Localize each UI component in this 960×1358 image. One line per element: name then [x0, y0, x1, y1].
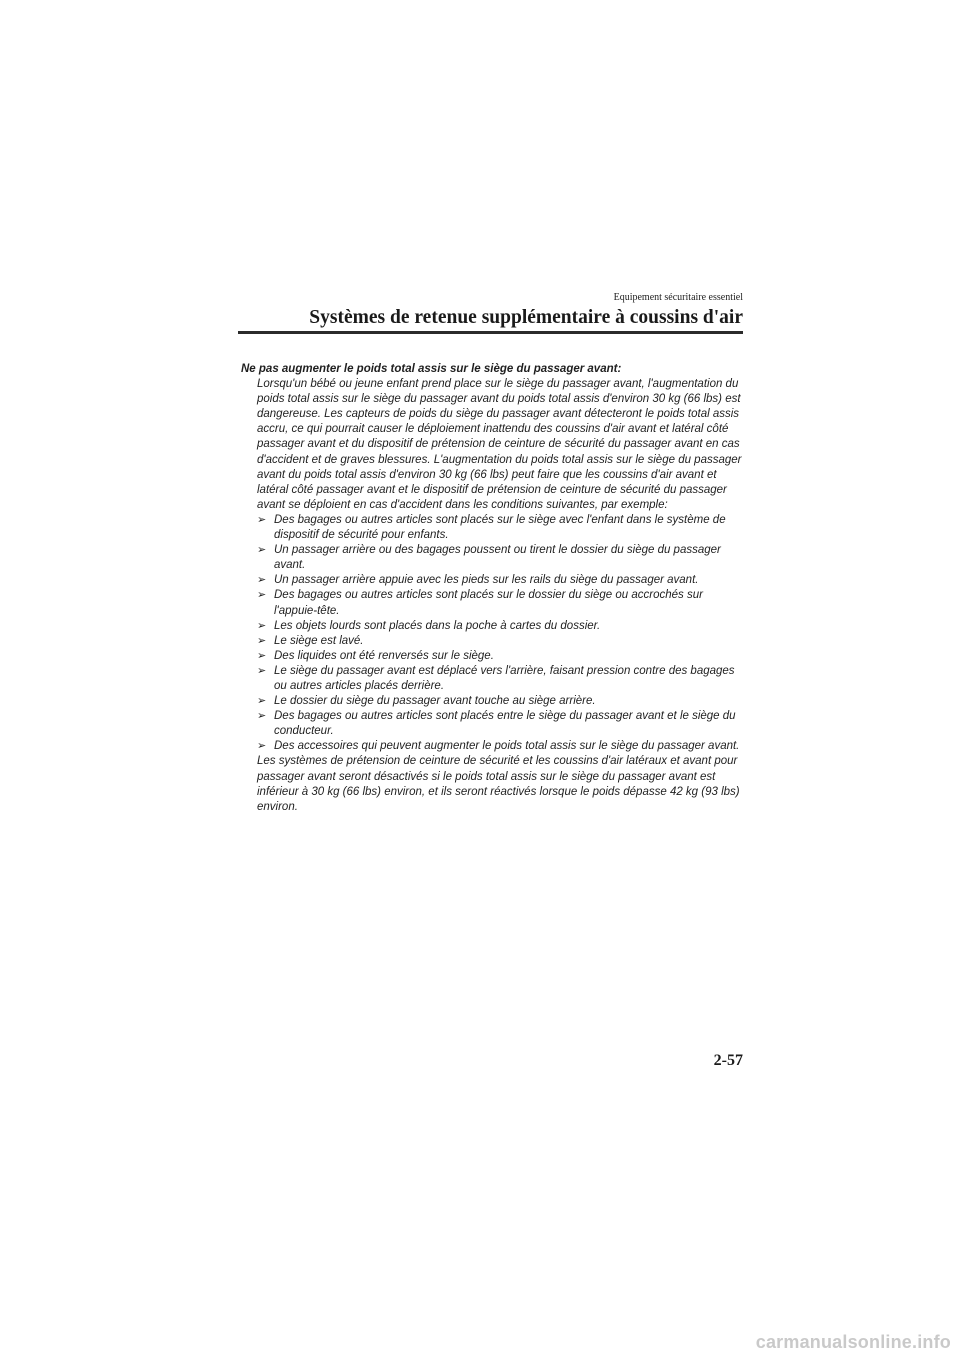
arrow-bullet-icon: ➢ — [257, 589, 267, 602]
arrow-bullet-icon: ➢ — [257, 710, 267, 723]
arrow-bullet-icon: ➢ — [257, 513, 267, 526]
page-number: 2-57 — [713, 1052, 743, 1069]
arrow-bullet-icon: ➢ — [257, 649, 267, 662]
list-item-text: Le siège du passager avant est déplacé vers l'arrière, faisant pression contre des bagages ou autres articles placés derrière. — [274, 664, 735, 692]
list-item-text: Un passager arrière ou des bagages poussent ou tirent le dossier du siège du passager avant. — [274, 544, 721, 572]
list-item — [257, 709, 746, 739]
list-item — [257, 739, 746, 754]
arrow-bullet-icon: ➢ — [257, 634, 267, 647]
list-item — [257, 573, 746, 588]
header-divider — [238, 331, 743, 334]
content-heading: Ne pas augmenter le poids total assis sur le siège du passager avant: — [241, 363, 622, 375]
arrow-bullet-icon: ➢ — [257, 544, 267, 557]
list-item-text: Des accessoires qui peuvent augmenter le poids total assis sur le siège du passager avant. — [274, 740, 740, 753]
arrow-bullet-icon: ➢ — [257, 664, 267, 677]
arrow-bullet-icon: ➢ — [257, 619, 267, 632]
arrow-bullet-icon: ➢ — [257, 695, 267, 708]
closing-paragraph: Les systèmes de prétension de ceinture de sécurité et les coussins d'air latéraux et avant pour passager avant seront désactivés si le poids total assis sur le siège du passager avant est inférieur à 30 kg (66 lbs) environ, et ils seront réactivés lorsque le poids dépasse 42 kg (93 lbs) environ. — [257, 755, 740, 813]
intro-paragraph: Lorsqu'un bébé ou jeune enfant prend place sur le siège du passager avant, l'augmentation du poids total assis sur le siège du passager avant du poids total assis d'environ 30 kg (66 lbs) est dangereuse. Les capteurs de poids du siège du passager avant détecteront le poids total assis accru, ce qui pourrait causer le déploiement inattendu des coussins d'air avant et latéral côté passager avant et du dispositif de prétension de ceinture de sécurité du passager avant en cas d'accident et de graves blessures. L'augmentation du poids total assis sur le siège du passager avant du poids total assis d'environ 30 kg (66 lbs) peut faire que les coussins d'air avant et latéral côté passager avant et le dispositif de prétension de ceinture de sécurité du passager avant se déploient en cas d'accident dans les conditions suivantes, par exemple: — [257, 378, 742, 511]
list-item-text: Des bagages ou autres articles sont placés sur le siège avec l'enfant dans le système de dispositif de sécurité pour enfants. — [274, 513, 726, 542]
list-item-text: Des bagages ou autres articles sont placés sur le dossier du siège ou accrochés sur l'appuie-tête. — [274, 589, 703, 617]
arrow-bullet-icon: ➢ — [257, 740, 267, 753]
watermark: carmanualsonline.info — [755, 1332, 951, 1352]
list-item — [257, 543, 746, 573]
page-header — [238, 292, 743, 330]
list-item — [257, 513, 746, 543]
list-item — [257, 664, 746, 694]
list-item — [257, 588, 746, 618]
list-item-text: Le siège est lavé. — [274, 634, 364, 647]
bullet-list — [241, 513, 746, 755]
list-item — [257, 649, 746, 664]
arrow-bullet-icon: ➢ — [257, 574, 267, 587]
list-item-text: Un passager arrière appuie avec les pieds sur les rails du siège du passager avant. — [274, 574, 699, 587]
list-item-text: Les objets lourds sont placés dans la poche à cartes du dossier. — [274, 619, 601, 632]
page-title: Systèmes de retenue supplémentaire à coussins d'air — [309, 307, 743, 328]
list-item-text: Des liquides ont été renversés sur le siège. — [274, 649, 494, 662]
list-item-text: Des bagages ou autres articles sont placés entre le siège du passager avant et le siège du conducteur. — [274, 710, 736, 738]
list-item — [257, 619, 746, 634]
list-item — [257, 694, 746, 709]
section-label: Equipement sécuritaire essentiel — [613, 292, 743, 303]
warning-content — [241, 362, 746, 815]
list-item — [257, 634, 746, 649]
list-item-text: Le dossier du siège du passager avant touche au siège arrière. — [274, 695, 596, 708]
